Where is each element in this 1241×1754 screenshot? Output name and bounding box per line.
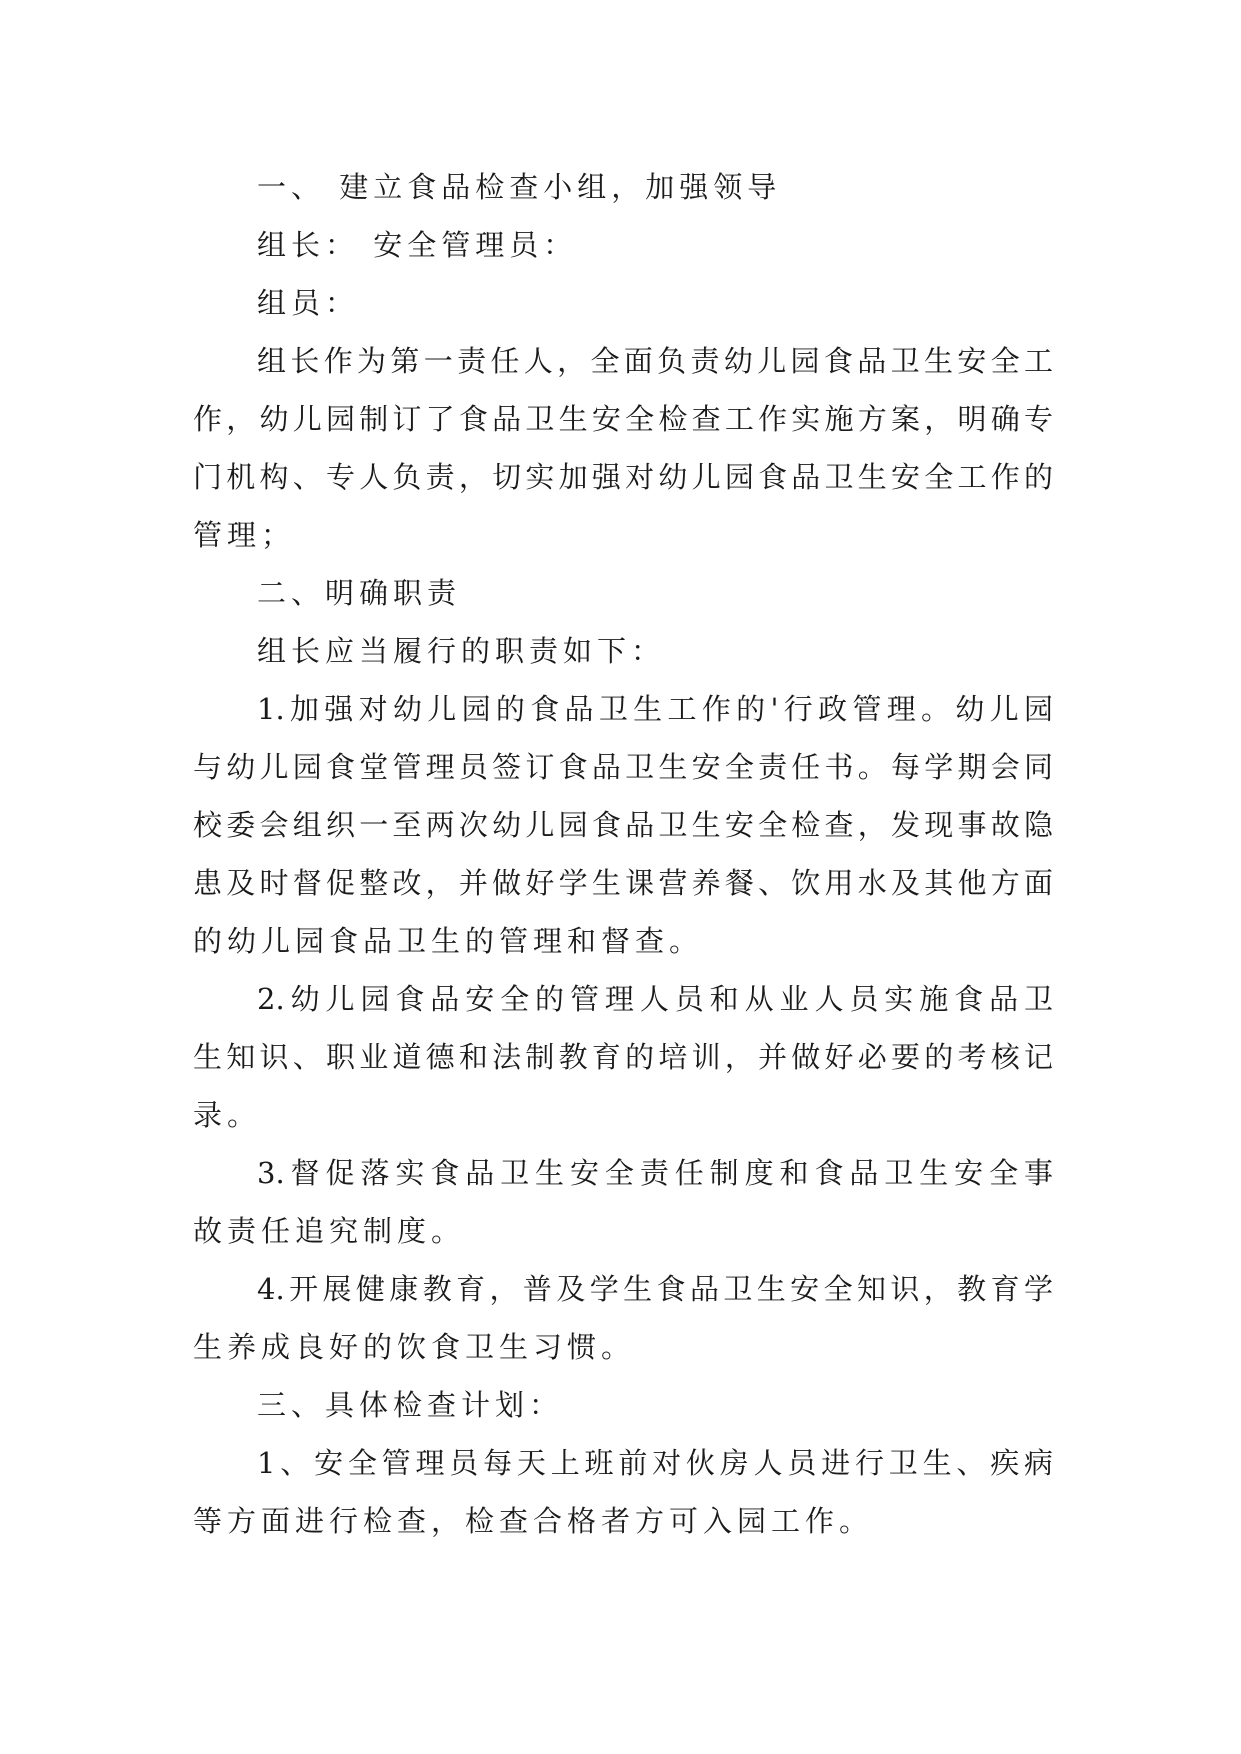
list-item-line: 患及时督促整改，并做好学生课营养餐、饮用水及其他方面	[193, 866, 1053, 900]
section-heading-1: 一、 建立食品检查小组，加强领导	[257, 170, 782, 204]
section-heading-2: 二、明确职责	[257, 576, 462, 610]
list-item-line: 录。	[193, 1098, 262, 1132]
paragraph-line: 门机构、专人负责，切实加强对幼儿园食品卫生安全工作的	[193, 460, 1053, 494]
list-item-line: 生养成良好的饮食卫生习惯。	[193, 1330, 636, 1364]
list-item-line: 1、安全管理员每天上班前对伙房人员进行卫生、疾病	[257, 1446, 1053, 1480]
list-item-line: 3.督促落实食品卫生安全责任制度和食品卫生安全事	[257, 1156, 1053, 1190]
paragraph-line: 组长应当履行的职责如下：	[257, 634, 666, 668]
list-item-line: 的幼儿园食品卫生的管理和督查。	[193, 924, 704, 958]
list-item-line: 2.幼儿园食品安全的管理人员和从业人员实施食品卫	[257, 982, 1053, 1016]
list-item-line: 4.开展健康教育，普及学生食品卫生安全知识，教育学	[257, 1272, 1053, 1306]
leader-line: 组长： 安全管理员：	[257, 228, 578, 262]
paragraph-line: 组长作为第一责任人，全面负责幼儿园食品卫生安全工	[257, 344, 1053, 378]
list-item-line: 与幼儿园食堂管理员签订食品卫生安全责任书。每学期会同	[193, 750, 1053, 784]
document-page	[193, 158, 1053, 1550]
list-item-line: 校委会组织一至两次幼儿园食品卫生安全检查，发现事故隐	[193, 808, 1053, 842]
list-item-line: 生知识、职业道德和法制教育的培训，并做好必要的考核记	[193, 1040, 1053, 1074]
members-line: 组员：	[257, 286, 360, 320]
list-item-line: 1.加强对幼儿园的食品卫生工作的'行政管理。幼儿园	[257, 692, 1053, 726]
list-item-line: 等方面进行检查，检查合格者方可入园工作。	[193, 1504, 874, 1538]
paragraph-line: 作，幼儿园制订了食品卫生安全检查工作实施方案，明确专	[193, 402, 1053, 436]
list-item-line: 故责任追究制度。	[193, 1214, 466, 1248]
section-heading-3: 三、具体检查计划：	[257, 1388, 564, 1422]
paragraph-line: 管理；	[193, 518, 296, 552]
